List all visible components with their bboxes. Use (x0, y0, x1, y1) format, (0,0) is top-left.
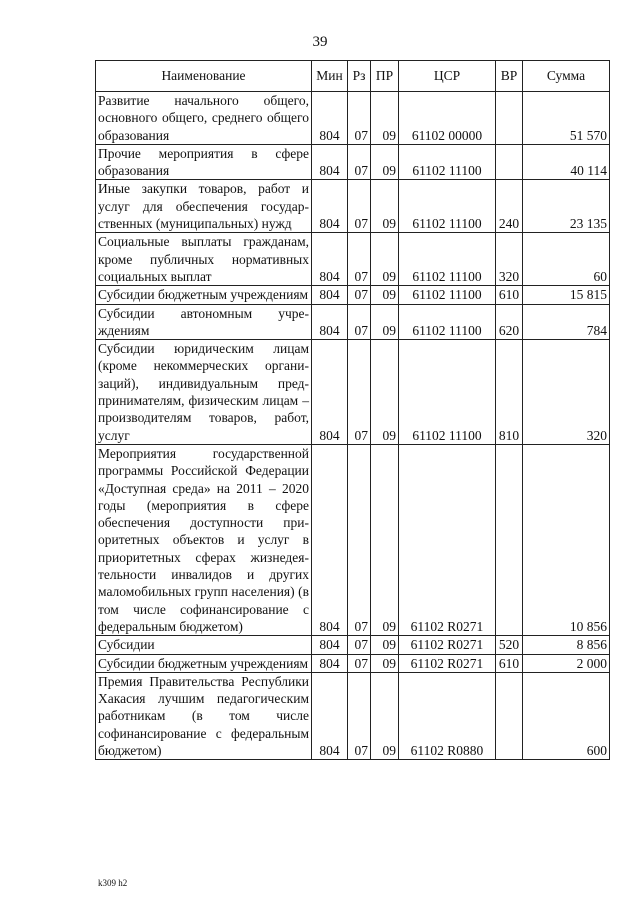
cell-sum: 15 815 (523, 286, 610, 304)
table-row (96, 92, 610, 145)
cell-sum: 784 (523, 304, 610, 340)
table-row (96, 636, 610, 654)
cell-name: Субсидии бюджетным учреждениям (96, 286, 312, 304)
cell-sum: 40 114 (523, 144, 610, 180)
cell-pr: 09 (371, 636, 399, 654)
cell-min: 804 (312, 144, 348, 180)
col-header-min: Мин (312, 61, 348, 92)
cell-sum: 320 (523, 340, 610, 445)
col-header-name: Наименование (96, 61, 312, 92)
cell-min: 804 (312, 286, 348, 304)
cell-csr: 61102 R0880 (399, 672, 496, 759)
cell-pr: 09 (371, 286, 399, 304)
cell-rz: 07 (348, 636, 371, 654)
cell-pr: 09 (371, 304, 399, 340)
cell-min: 804 (312, 233, 348, 286)
cell-csr: 61102 11100 (399, 340, 496, 445)
footer-code: k309 h2 (98, 878, 128, 888)
cell-rz: 07 (348, 654, 371, 672)
cell-vr: 240 (496, 180, 523, 233)
cell-name: Социальные выплаты гражданам, кроме публичных нормативных социальных выплат (96, 233, 312, 286)
table-row (96, 654, 610, 672)
cell-sum: 10 856 (523, 444, 610, 635)
cell-name: Субсидии бюджетным учреждениям (96, 654, 312, 672)
cell-pr: 09 (371, 654, 399, 672)
cell-rz: 07 (348, 180, 371, 233)
cell-csr: 61102 00000 (399, 92, 496, 145)
col-header-rz: Рз (348, 61, 371, 92)
cell-pr: 09 (371, 92, 399, 145)
table-row (96, 444, 610, 635)
cell-name: Субсидии (96, 636, 312, 654)
table-row (96, 304, 610, 340)
cell-pr: 09 (371, 233, 399, 286)
cell-min: 804 (312, 444, 348, 635)
cell-pr: 09 (371, 672, 399, 759)
col-header-pr: ПР (371, 61, 399, 92)
cell-min: 804 (312, 672, 348, 759)
table-header-row (96, 61, 610, 92)
cell-vr (496, 444, 523, 635)
cell-min: 804 (312, 636, 348, 654)
table-row (96, 672, 610, 759)
cell-rz: 07 (348, 304, 371, 340)
cell-name: Прочие мероприятия в сфере образования (96, 144, 312, 180)
cell-sum: 23 135 (523, 180, 610, 233)
table-row (96, 180, 610, 233)
cell-csr: 61102 11100 (399, 286, 496, 304)
cell-name: Мероприятия государственной программы Российской Федерации «Доступная среда» на 2011 – 2020 годы (мероприятия в сфере обеспечения доступности приоритетных объектов и услуг в приоритетных сферах жизнедеятельности инвалидов и других маломобильных групп населения) (в том числе софинансирование с федеральным бюджетом) (96, 444, 312, 635)
cell-min: 804 (312, 654, 348, 672)
table-row (96, 340, 610, 445)
cell-rz: 07 (348, 144, 371, 180)
cell-rz: 07 (348, 233, 371, 286)
cell-rz: 07 (348, 340, 371, 445)
cell-vr: 520 (496, 636, 523, 654)
cell-min: 804 (312, 92, 348, 145)
col-header-vr: ВР (496, 61, 523, 92)
budget-table (95, 60, 610, 760)
cell-sum: 8 856 (523, 636, 610, 654)
cell-vr: 620 (496, 304, 523, 340)
table-row (96, 144, 610, 180)
cell-csr: 61102 R0271 (399, 636, 496, 654)
cell-rz: 07 (348, 92, 371, 145)
cell-pr: 09 (371, 180, 399, 233)
cell-name: Субсидии автономным учреждениям (96, 304, 312, 340)
cell-pr: 09 (371, 144, 399, 180)
cell-pr: 09 (371, 340, 399, 445)
cell-min: 804 (312, 304, 348, 340)
cell-name: Развитие начального общего, основного общего, среднего общего образования (96, 92, 312, 145)
cell-sum: 600 (523, 672, 610, 759)
cell-vr (496, 144, 523, 180)
cell-name: Иные закупки товаров, работ и услуг для обеспечения государственных (муниципальных) нужд (96, 180, 312, 233)
table-row (96, 286, 610, 304)
cell-sum: 60 (523, 233, 610, 286)
cell-name: Субсидии юридическим лицам (кроме некоммерческих организаций), индивидуальным предпринимателям, физическим лицам – производителям товаров, работ, услуг (96, 340, 312, 445)
cell-min: 804 (312, 180, 348, 233)
cell-vr (496, 92, 523, 145)
cell-vr: 610 (496, 286, 523, 304)
cell-name: Премия Правительства Республики Хакасия лучшим педагогическим работникам (в том числе софинансирование с федеральным бюджетом) (96, 672, 312, 759)
table-row (96, 233, 610, 286)
cell-min: 804 (312, 340, 348, 445)
cell-sum: 2 000 (523, 654, 610, 672)
cell-vr (496, 672, 523, 759)
cell-vr: 320 (496, 233, 523, 286)
cell-csr: 61102 11100 (399, 233, 496, 286)
cell-vr: 810 (496, 340, 523, 445)
cell-csr: 61102 R0271 (399, 444, 496, 635)
cell-sum: 51 570 (523, 92, 610, 145)
cell-csr: 61102 11100 (399, 304, 496, 340)
cell-rz: 07 (348, 444, 371, 635)
page-number: 39 (312, 34, 328, 50)
cell-pr: 09 (371, 444, 399, 635)
col-header-sum: Сумма (523, 61, 610, 92)
cell-rz: 07 (348, 672, 371, 759)
table-body (96, 92, 610, 760)
cell-csr: 61102 11100 (399, 180, 496, 233)
cell-rz: 07 (348, 286, 371, 304)
cell-csr: 61102 11100 (399, 144, 496, 180)
cell-vr: 610 (496, 654, 523, 672)
col-header-csr: ЦСР (399, 61, 496, 92)
cell-csr: 61102 R0271 (399, 654, 496, 672)
